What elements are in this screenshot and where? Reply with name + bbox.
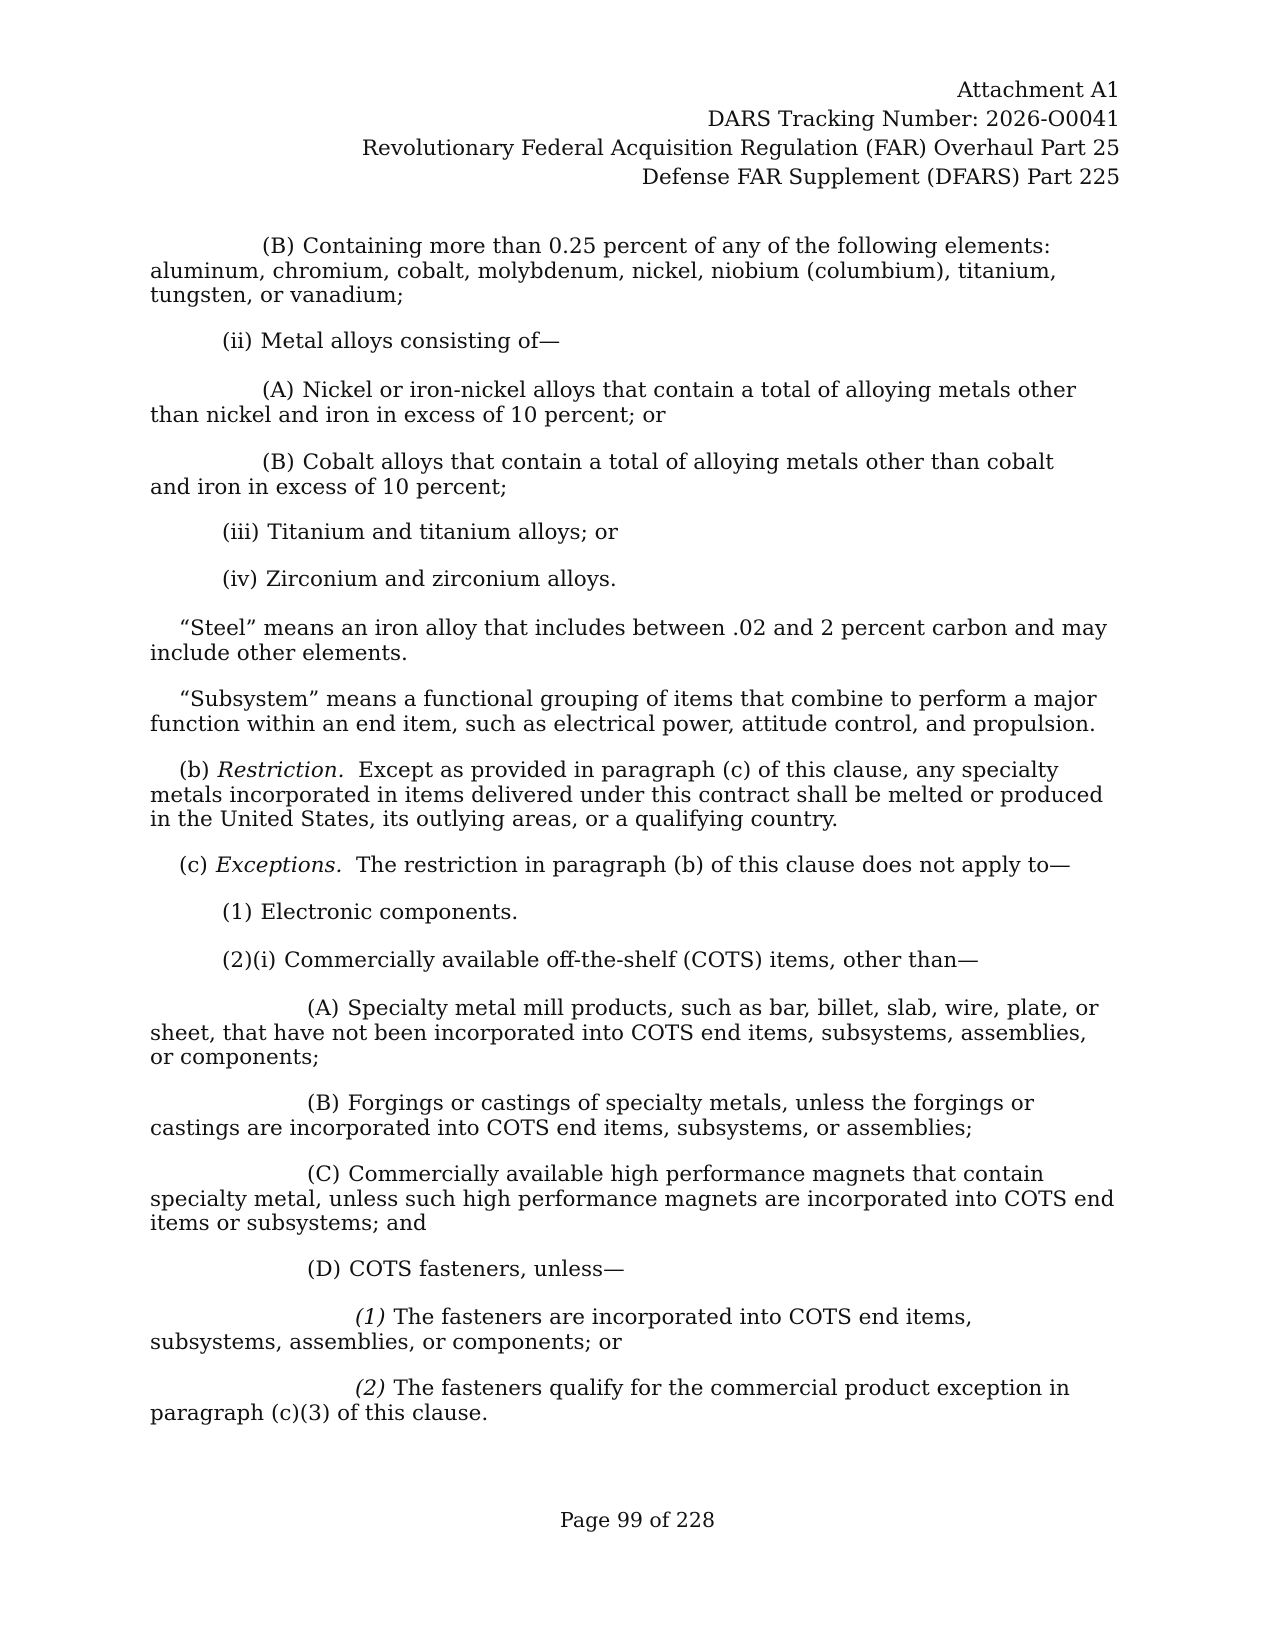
paragraph-text: The fasteners are incorporated into COTS end items, xyxy=(393,1305,973,1330)
paragraph-text: specialty metal, unless such high performance magnets are incorporated into COTS end xyxy=(150,1186,1115,1212)
paragraph-a-nickel xyxy=(150,379,1130,428)
paragraph-text: Cobalt alloys that contain a total of alloying metals other than cobalt xyxy=(302,450,1054,475)
paragraph-text: Commercially available high performance magnets that contain xyxy=(348,1162,1045,1187)
paragraph-text: Specialty metal mill products, such as bar, billet, slab, wire, plate, or xyxy=(347,996,1099,1021)
paragraph-label: (C) xyxy=(307,1162,341,1187)
paragraph-heading: Exceptions. xyxy=(215,853,343,878)
paragraph-text: Electronic components. xyxy=(260,900,519,925)
paragraph-1-electronic xyxy=(150,901,1130,926)
paragraph-text: Metal alloys consisting of— xyxy=(260,329,561,354)
paragraph-1-fasteners-incorporated xyxy=(150,1306,1130,1355)
definition-steel xyxy=(150,617,1130,666)
header-far-part: Revolutionary Federal Acquisition Regulation (FAR) Overhaul Part 25 xyxy=(361,136,1120,161)
paragraph-label: (iii) xyxy=(222,520,260,545)
paragraph-heading: Restriction. xyxy=(217,758,345,783)
paragraph-label: (A) xyxy=(307,996,340,1021)
page-header xyxy=(362,76,1120,192)
paragraph-label: (B) xyxy=(307,1091,340,1116)
paragraph-text: or components; xyxy=(150,1045,320,1070)
paragraph-b-cobalt xyxy=(150,451,1130,500)
paragraph-text: Containing more than 0.25 percent of any of the following elements: xyxy=(302,234,1051,259)
paragraph-text: items or subsystems; and xyxy=(150,1211,427,1236)
paragraph-b-forgings xyxy=(150,1092,1130,1141)
paragraph-text: function within an end item, such as electrical power, attitude control, and propulsion. xyxy=(150,711,1096,737)
paragraph-text: “Steel” means an iron alloy that includes between .02 and 2 percent carbon and may xyxy=(179,616,1107,641)
header-dfars-part: Defense FAR Supplement (DFARS) Part 225 xyxy=(641,165,1120,190)
paragraph-2-i-cots xyxy=(150,949,1130,974)
paragraph-label: (iv) xyxy=(222,567,258,592)
paragraph-text: Commercially available off-the-shelf (COTS) items, other than— xyxy=(284,948,979,973)
paragraph-text: tungsten, or vanadium; xyxy=(150,283,404,308)
header-attachment: Attachment A1 xyxy=(957,78,1120,103)
paragraph-label: (A) xyxy=(262,378,295,403)
paragraph-text: paragraph (c)(3) of this clause. xyxy=(150,1400,489,1426)
paragraph-text: include other elements. xyxy=(150,640,408,666)
paragraph-text: Titanium and titanium alloys; or xyxy=(267,520,618,545)
paragraph-text: subsystems, assemblies, or components; or xyxy=(150,1329,622,1355)
paragraph-2-fasteners-qualify xyxy=(150,1377,1130,1426)
paragraph-text: and iron in excess of 10 percent; xyxy=(150,474,508,500)
paragraph-text: “Subsystem” means a functional grouping of items that combine to perform a major xyxy=(179,687,1097,712)
paragraph-label: (B) xyxy=(262,234,295,259)
paragraph-b-restriction xyxy=(150,759,1130,833)
paragraph-label: (c) xyxy=(179,853,208,878)
paragraph-text: The fasteners qualify for the commercial product exception in xyxy=(393,1376,1070,1401)
paragraph-c-magnets xyxy=(150,1163,1130,1237)
paragraph-label: (2) xyxy=(355,1376,386,1401)
paragraph-label: (B) xyxy=(262,450,295,475)
paragraph-ii-metal-alloys xyxy=(150,330,1130,355)
paragraph-c-exceptions xyxy=(150,854,1130,879)
paragraph-label: (2)(i) xyxy=(222,948,277,973)
paragraph-text: Except as provided in paragraph (c) of this clause, any specialty xyxy=(358,758,1059,783)
paragraph-label: (1) xyxy=(355,1305,386,1330)
paragraph-label: (D) xyxy=(307,1257,342,1282)
paragraph-d-fasteners xyxy=(150,1258,1130,1283)
paragraph-text: sheet, that have not been incorporated into COTS end items, subsystems, assemblies, xyxy=(150,1020,1087,1046)
paragraph-label: (ii) xyxy=(222,329,253,354)
paragraph-iii-titanium xyxy=(150,521,1130,546)
paragraph-text: metals incorporated in items delivered under this contract shall be melted or produced xyxy=(150,782,1104,808)
paragraph-text: COTS fasteners, unless— xyxy=(349,1257,625,1282)
page-number: Page 99 of 228 xyxy=(559,1508,716,1532)
paragraph-text: in the United States, its outlying areas, or a qualifying country. xyxy=(150,807,839,832)
paragraph-text: Zirconium and zirconium alloys. xyxy=(265,567,617,592)
paragraph-text: The restriction in paragraph (b) of this clause does not apply to— xyxy=(356,853,1071,878)
paragraph-b-containing xyxy=(150,235,1130,309)
paragraph-text: Forgings or castings of specialty metals, unless the forgings or xyxy=(347,1091,1034,1116)
paragraph-label: (b) xyxy=(179,758,210,783)
header-tracking-number: DARS Tracking Number: 2026-O0041 xyxy=(707,107,1120,132)
definition-subsystem xyxy=(150,688,1130,737)
paragraph-text: Nickel or iron-nickel alloys that contain a total of alloying metals other xyxy=(302,378,1077,403)
paragraph-label: (1) xyxy=(222,900,253,925)
paragraph-iv-zirconium xyxy=(150,568,1130,593)
paragraph-text: aluminum, chromium, cobalt, molybdenum, nickel, niobium (columbium), titanium, xyxy=(150,258,1057,284)
paragraph-text: than nickel and iron in excess of 10 percent; or xyxy=(150,402,666,428)
paragraph-text: castings are incorporated into COTS end items, subsystems, or assemblies; xyxy=(150,1115,973,1141)
paragraph-a-mill-products xyxy=(150,997,1130,1071)
